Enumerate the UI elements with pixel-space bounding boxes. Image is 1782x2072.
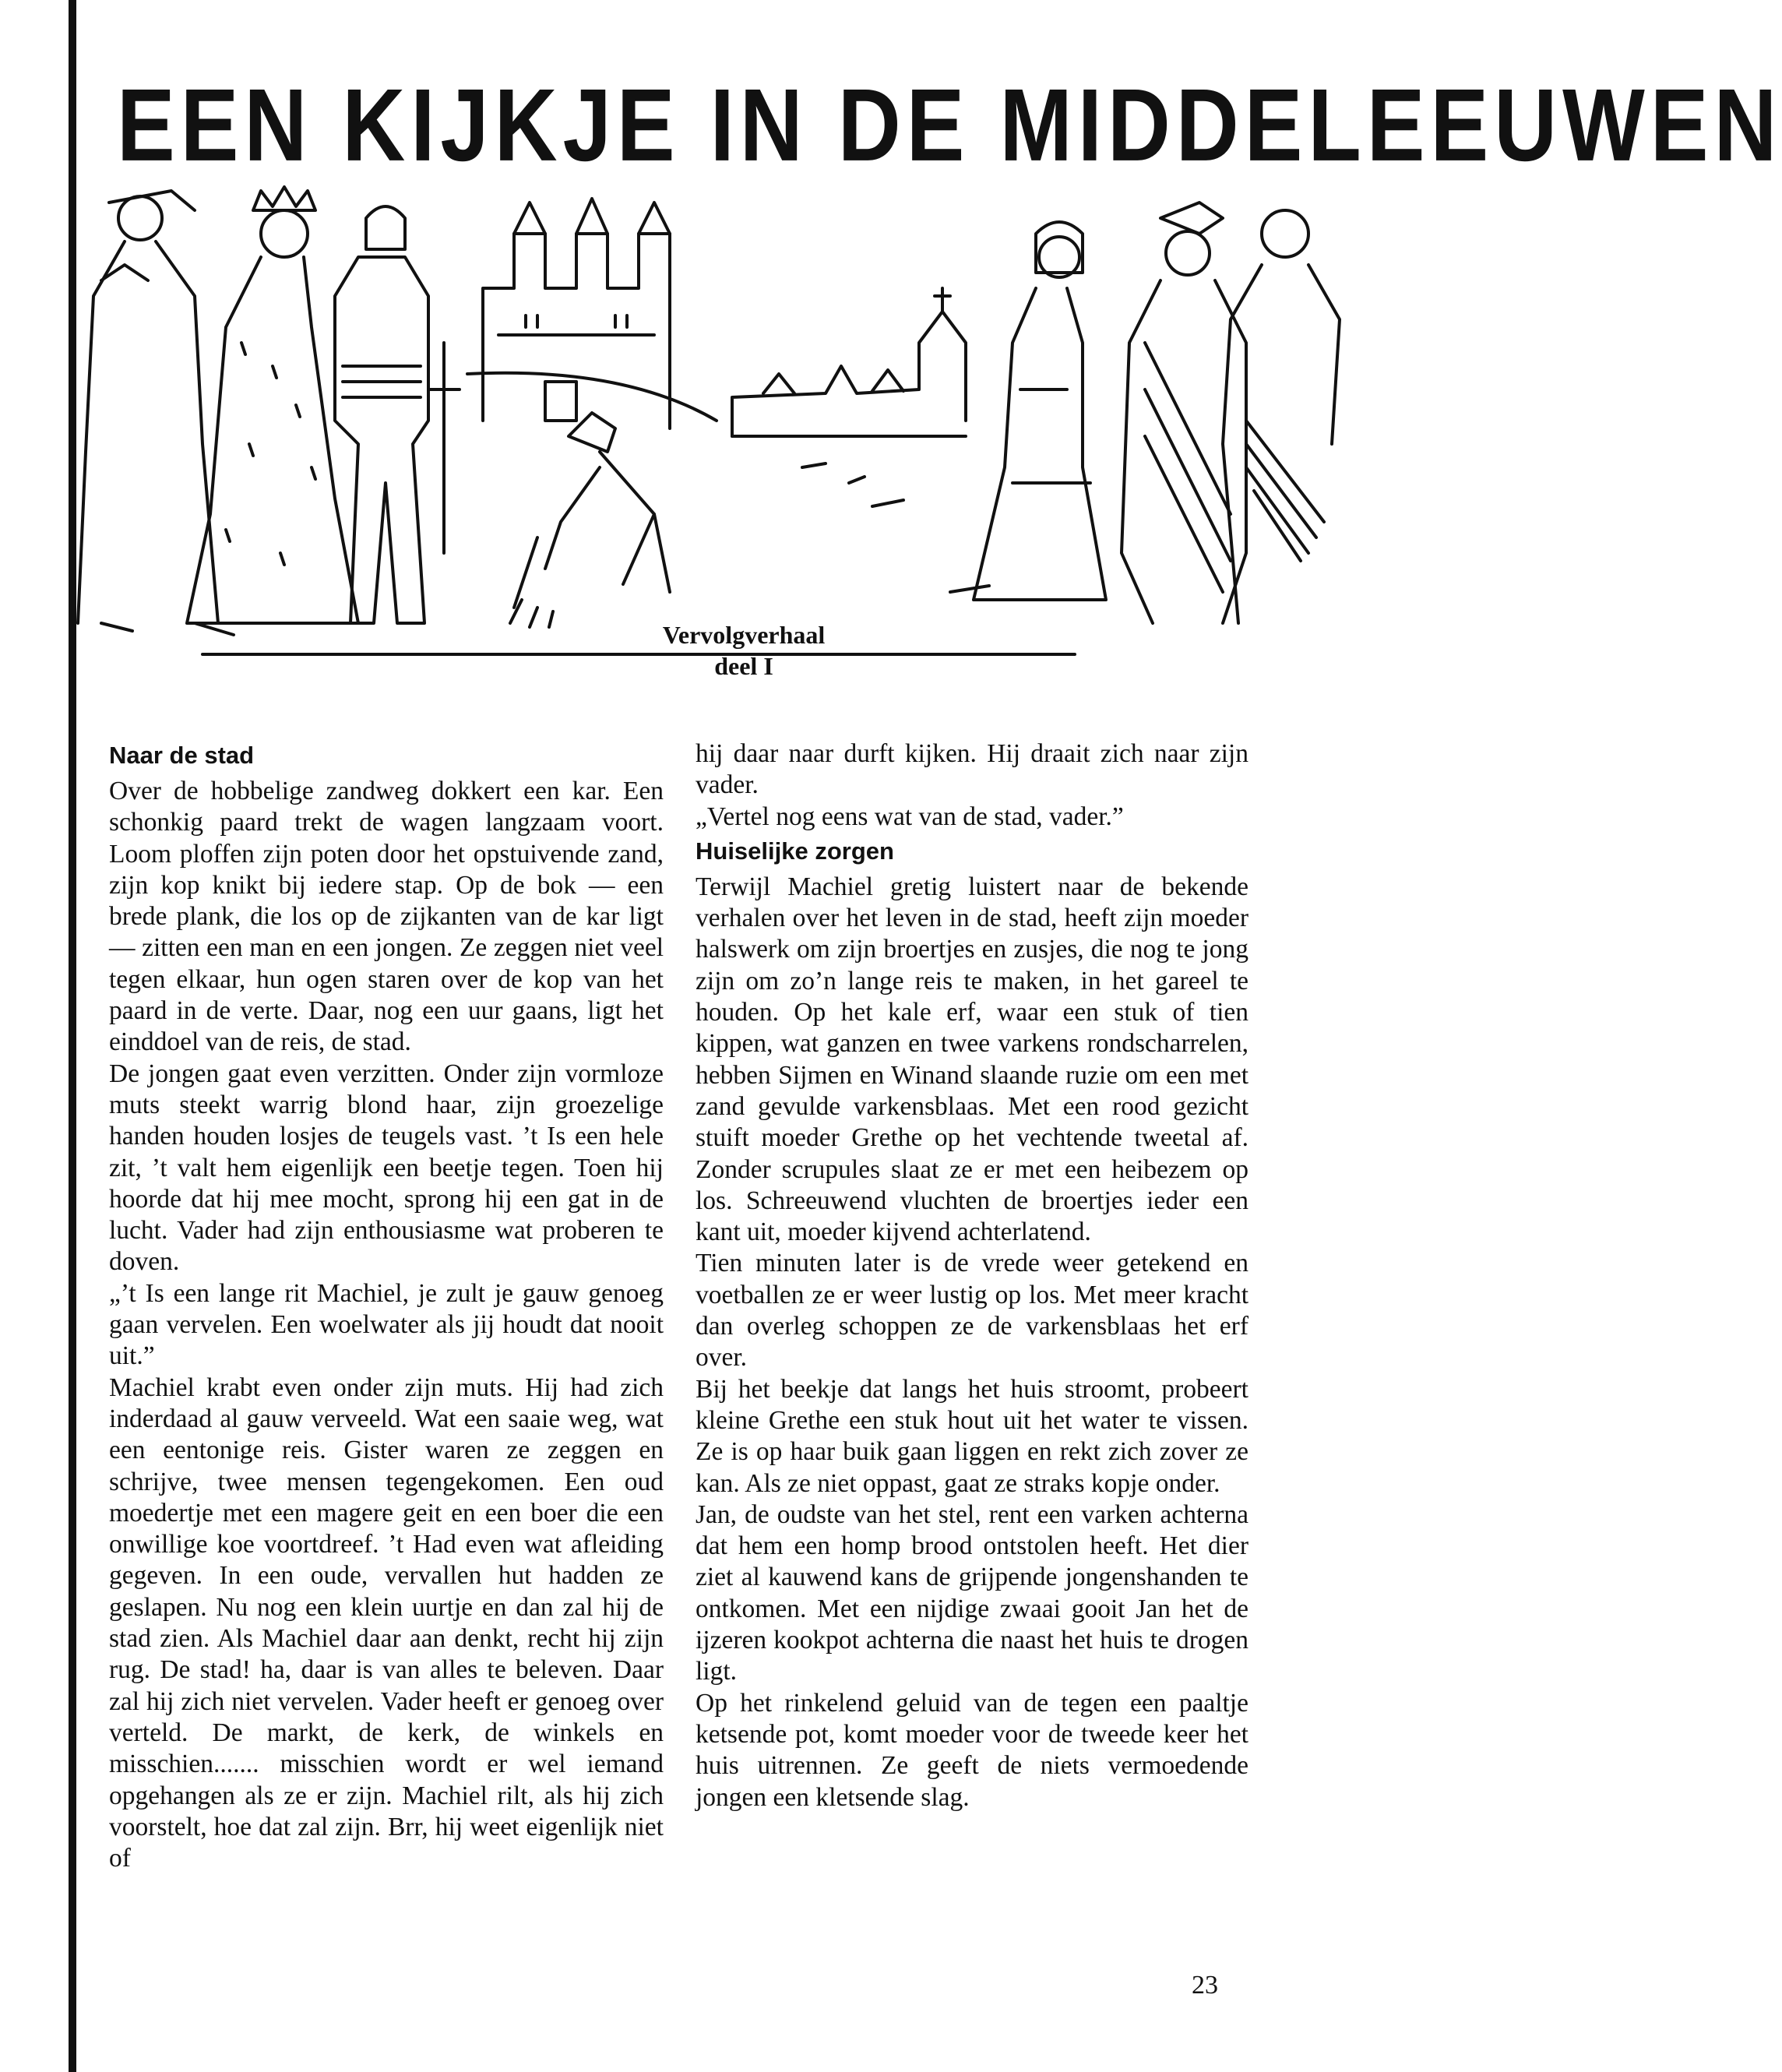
paragraph: Over de hobbelige zandweg dokkert een kar. Een schonkig paard trekt de wagen langzaam voort. Loom ploffen zijn poten door het opstuivende zand, zijn kop knikt bij iedere stap. Op de bok — een brede plank, die los op de zijkanten van de kar ligt — zitten een man en een jongen. Ze zeggen niet veel tegen elkaar, hun ogen staren over de kop van het paard in de verte. Daar, nog een uur gaans, ligt het einddoel van de reis, de stad. — [109, 777, 664, 1057]
paragraph: „Vertel nog eens wat van de stad, vader.” — [696, 802, 1124, 831]
figure-knight — [335, 206, 460, 623]
paragraph: Machiel krabt even onder zijn muts. Hij had zich inderdaad al gauw verveeld. Wat een saaie weg, wat een eentonige reis. Gister waren ze zeggen en schrijve, twee mensen tegengekomen. Een oud moedertje met een magere geit en een boer die een onwillige koe voortdreef. ’t Had even wat afleiding gegeven. In een oude, vervallen hut hadden ze geslapen. Nu nog een klein uurtje en dan zal hij de stad zien. Als Machiel daar aan denkt, recht hij zijn rug. De stad! ha, daar is van alles te beleven. Daar zal hij zich niet vervelen. Vader heeft er genoeg over verteld. De markt, de kerk, de winkels en misschien....... misschien wordt er wel iemand opgehangen als ze er zijn. Machiel rilt, als hij zich voorstelt, hoe dat zal zijn. Brr, hij weet eigenlijk niet of — [109, 1373, 664, 1873]
figure-falconer — [78, 191, 234, 635]
paragraph: „’t Is een lange rit Machiel, je zult je gauw genoeg gaan vervelen. Een woelwater als jij houdt dat nooit uit.” — [109, 1278, 664, 1371]
paragraph: De jongen gaat even verzitten. Onder zijn vormloze muts steekt warrig blond haar, zijn groezelige handen houden losjes de teugels vast. ’t Is een hele zit, ’t valt hem eigenlijk een beetje tegen. Toen hij hoorde dat hij mee mocht, sprong hij een gat in de lucht. Vader had zijn enthousiasme wat proberen te doven. — [109, 1059, 664, 1277]
paragraph: Tien minuten later is de vrede weer getekend en voetballen ze er weer lustig op los. Met meer kracht dan overleg schoppen ze de varkensblaas het erf over. — [696, 1249, 1248, 1373]
castle — [483, 199, 670, 428]
left-column — [109, 738, 664, 1874]
village — [732, 288, 989, 592]
paragraph: Bij het beekje dat langs het huis stroomt, probeert kleine Grethe een stuk hout uit het water te vissen. Ze is op haar buik gaan liggen en rekt zich zover ze kan. Als ze niet oppast, gaat ze straks kopje onder. — [696, 1374, 1248, 1498]
serial-part-line: deel I — [714, 652, 773, 680]
figure-woman — [974, 222, 1106, 600]
figure-peasant — [510, 413, 670, 627]
article-title: EEN KIJKJE IN DE MIDDELEEUWEN — [117, 67, 1782, 183]
page-number: 23 — [1192, 1971, 1218, 2000]
section-heading: Huiselijke zorgen — [696, 837, 894, 865]
serial-label-line: Vervolgverhaal — [662, 621, 826, 649]
paragraph: Jan, de oudste van het stel, rent een varken achterna dat hem een homp brood ontstolen heeft. Het dier ziet al kauwend kans de grijpende jongenshanden te ontkomen. Met een nijdige zwaai gooit Jan het de ijzeren kookpot achterna die naast het huis te drogen ligt. — [696, 1499, 1248, 1686]
figure-merchant — [1122, 203, 1246, 623]
paragraph: Op het rinkelend geluid van de tegen een paaltje ketsende pot, komt moeder voor de tweede keer het huis uitrennen. Ze geeft de niets vermoedende jongen een kletsende slag. — [696, 1688, 1248, 1812]
page-spine-bar — [69, 0, 76, 2072]
serial-label — [615, 619, 872, 682]
figure-craftsman — [1223, 210, 1340, 623]
section-heading: Naar de stad — [109, 742, 255, 769]
right-column — [696, 738, 1248, 1813]
paragraph: Terwijl Machiel gretig luistert naar de bekende verhalen over het leven in de stad, heeft zijn moeder halswerk om zijn broertjes en zusjes, die nog te jong zijn om zo’n lange reis te maken, in het gareel te houden. Op het kale erf, waar een stuk of tien kippen, wat ganzen en twee varkens rondscharrelen, hebben Sijmen en Winand slaande ruzie om een met zand gevulde varkensblaas. Met een rood gezicht stuift moeder Grethe op het vechtende tweetal af. Zonder scrupules slaat ze er met een heibezem op los. Schreeuwend vluchten de broertjes ieder een kant uit, moeder kijvend achterlatend. — [696, 872, 1248, 1247]
paragraph: hij daar naar durft kijken. Hij draait zich naar zijn vader. — [696, 739, 1248, 800]
